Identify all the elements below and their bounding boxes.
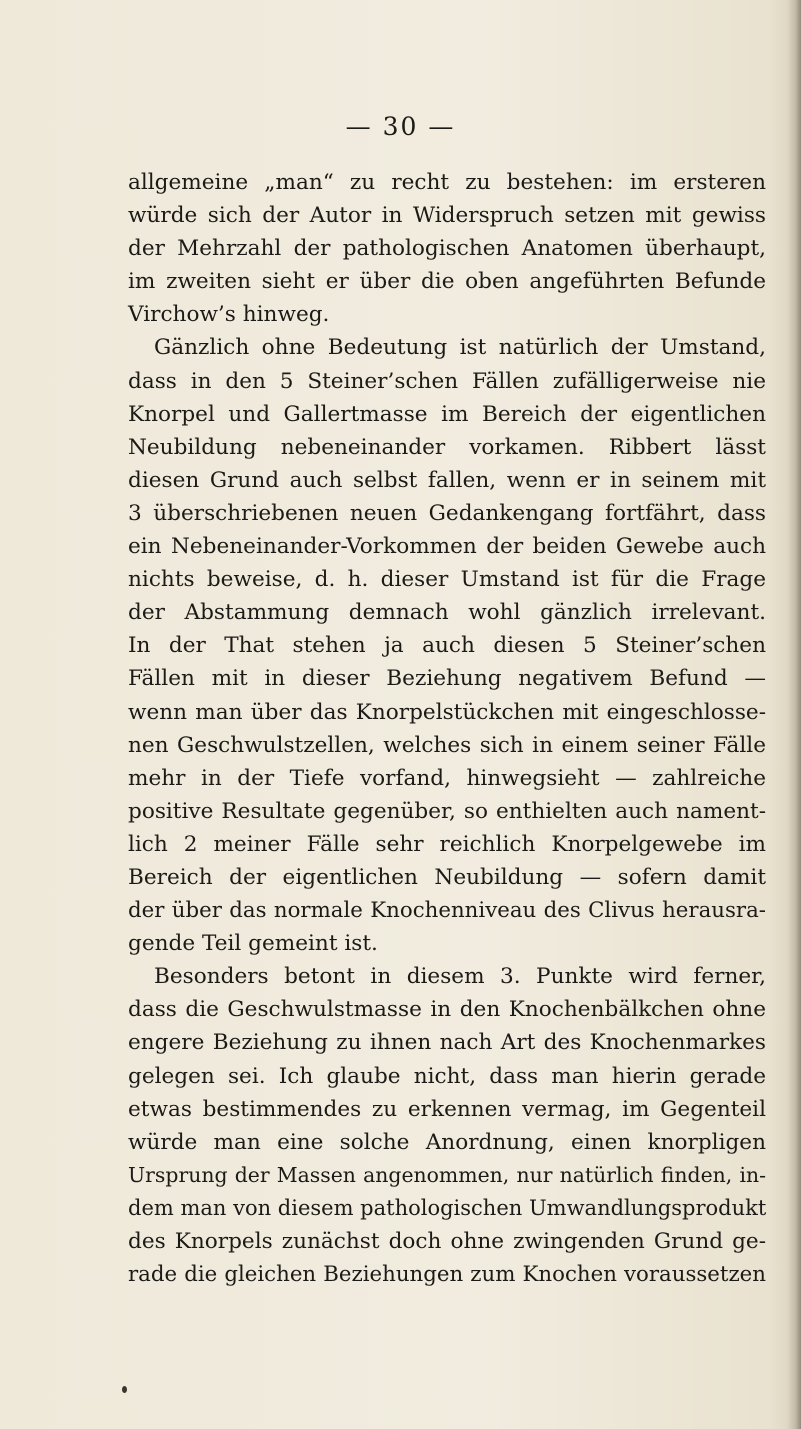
text-line: der Abstammung demnach wohl gänzlich irrelevant. — [128, 600, 766, 626]
text-line: ein Nebeneinander-Vorkommen der beiden Gewebe auch — [128, 534, 766, 560]
text-line: der über das normale Knochenniveau des Clivus herausra- — [128, 898, 766, 924]
text-line: im zweiten sieht er über die oben angeführten Befunde — [128, 269, 766, 295]
text-line: gelegen sei. Ich glaube nicht, dass man hierin gerade — [128, 1063, 766, 1089]
text-line: des Knorpels zunächst doch ohne zwingenden Grund ge- — [128, 1229, 766, 1254]
text-line: rade die gleichen Beziehungen zum Knochen voraussetzen — [128, 1262, 766, 1288]
text-line: dass in den 5 Steiner’schen Fällen zufälligerweise nie — [128, 368, 766, 394]
text-line: nichts beweise, d. h. dieser Umstand ist für die Frage — [128, 567, 766, 593]
text-line: Fällen mit in dieser Beziehung negativem Befund — — [128, 666, 766, 692]
text-line: engere Beziehung zu ihnen nach Art des Knochenmarkes — [128, 1030, 766, 1056]
ink-spot — [122, 1386, 127, 1393]
body-text — [128, 166, 766, 1291]
text-line: 3 überschriebenen neuen Gedankengang fortfährt, dass — [128, 500, 766, 526]
text-line: dass die Geschwulstmasse in den Knochenbälkchen ohne — [128, 997, 766, 1023]
page-number: — 30 — — [345, 112, 456, 141]
text-line: In der That stehen ja auch diesen 5 Steiner’schen — [128, 633, 766, 659]
text-line: positive Resultate gegenüber, so enthielten auch nament- — [128, 798, 766, 824]
text-line: etwas bestimmendes zu erkennen vermag, im Gegenteil — [128, 1096, 766, 1122]
text-line: lich 2 meiner Fälle sehr reichlich Knorpelgewebe im — [128, 831, 766, 857]
text-line: Ursprung der Massen angenommen, nur natürlich finden, in- — [128, 1162, 766, 1187]
text-line: nen Geschwulstzellen, welches sich in einem seiner Fälle — [128, 732, 766, 758]
page-edge-shadow — [787, 0, 801, 1429]
text-line: würde man eine solche Anordnung, einen knorpligen — [128, 1129, 766, 1155]
text-line: Gänzlich ohne Bedeutung ist natürlich der Umstand, — [154, 335, 766, 361]
text-line: Virchow’s hinweg. — [128, 302, 330, 328]
text-line: wenn man über das Knorpelstückchen mit eingeschlosse- — [128, 699, 766, 725]
text-line: diesen Grund auch selbst fallen, wenn er in seinem mit — [128, 467, 766, 493]
text-line: der Mehrzahl der pathologischen Anatomen überhaupt, — [128, 236, 766, 262]
text-line: dem man von diesem pathologischen Umwandlungsprodukt — [128, 1195, 767, 1220]
text-line: gende Teil gemeint ist. — [128, 931, 378, 957]
text-line: Neubildung nebeneinander vorkamen. Ribbert lässt — [128, 434, 766, 460]
text-line: Knorpel und Gallertmasse im Bereich der eigentlichen — [128, 401, 766, 427]
text-line: Bereich der eigentlichen Neubildung — sofern damit — [128, 864, 766, 890]
text-line: mehr in der Tiefe vorfand, hinwegsieht — zahlreiche — [128, 765, 766, 791]
text-line: allgemeine „man“ zu recht zu bestehen: im ersteren — [128, 170, 766, 195]
text-line: würde sich der Autor in Widerspruch setzen mit gewiss — [128, 203, 766, 229]
text-line: Besonders betont in diesem 3. Punkte wird ferner, — [154, 964, 766, 990]
